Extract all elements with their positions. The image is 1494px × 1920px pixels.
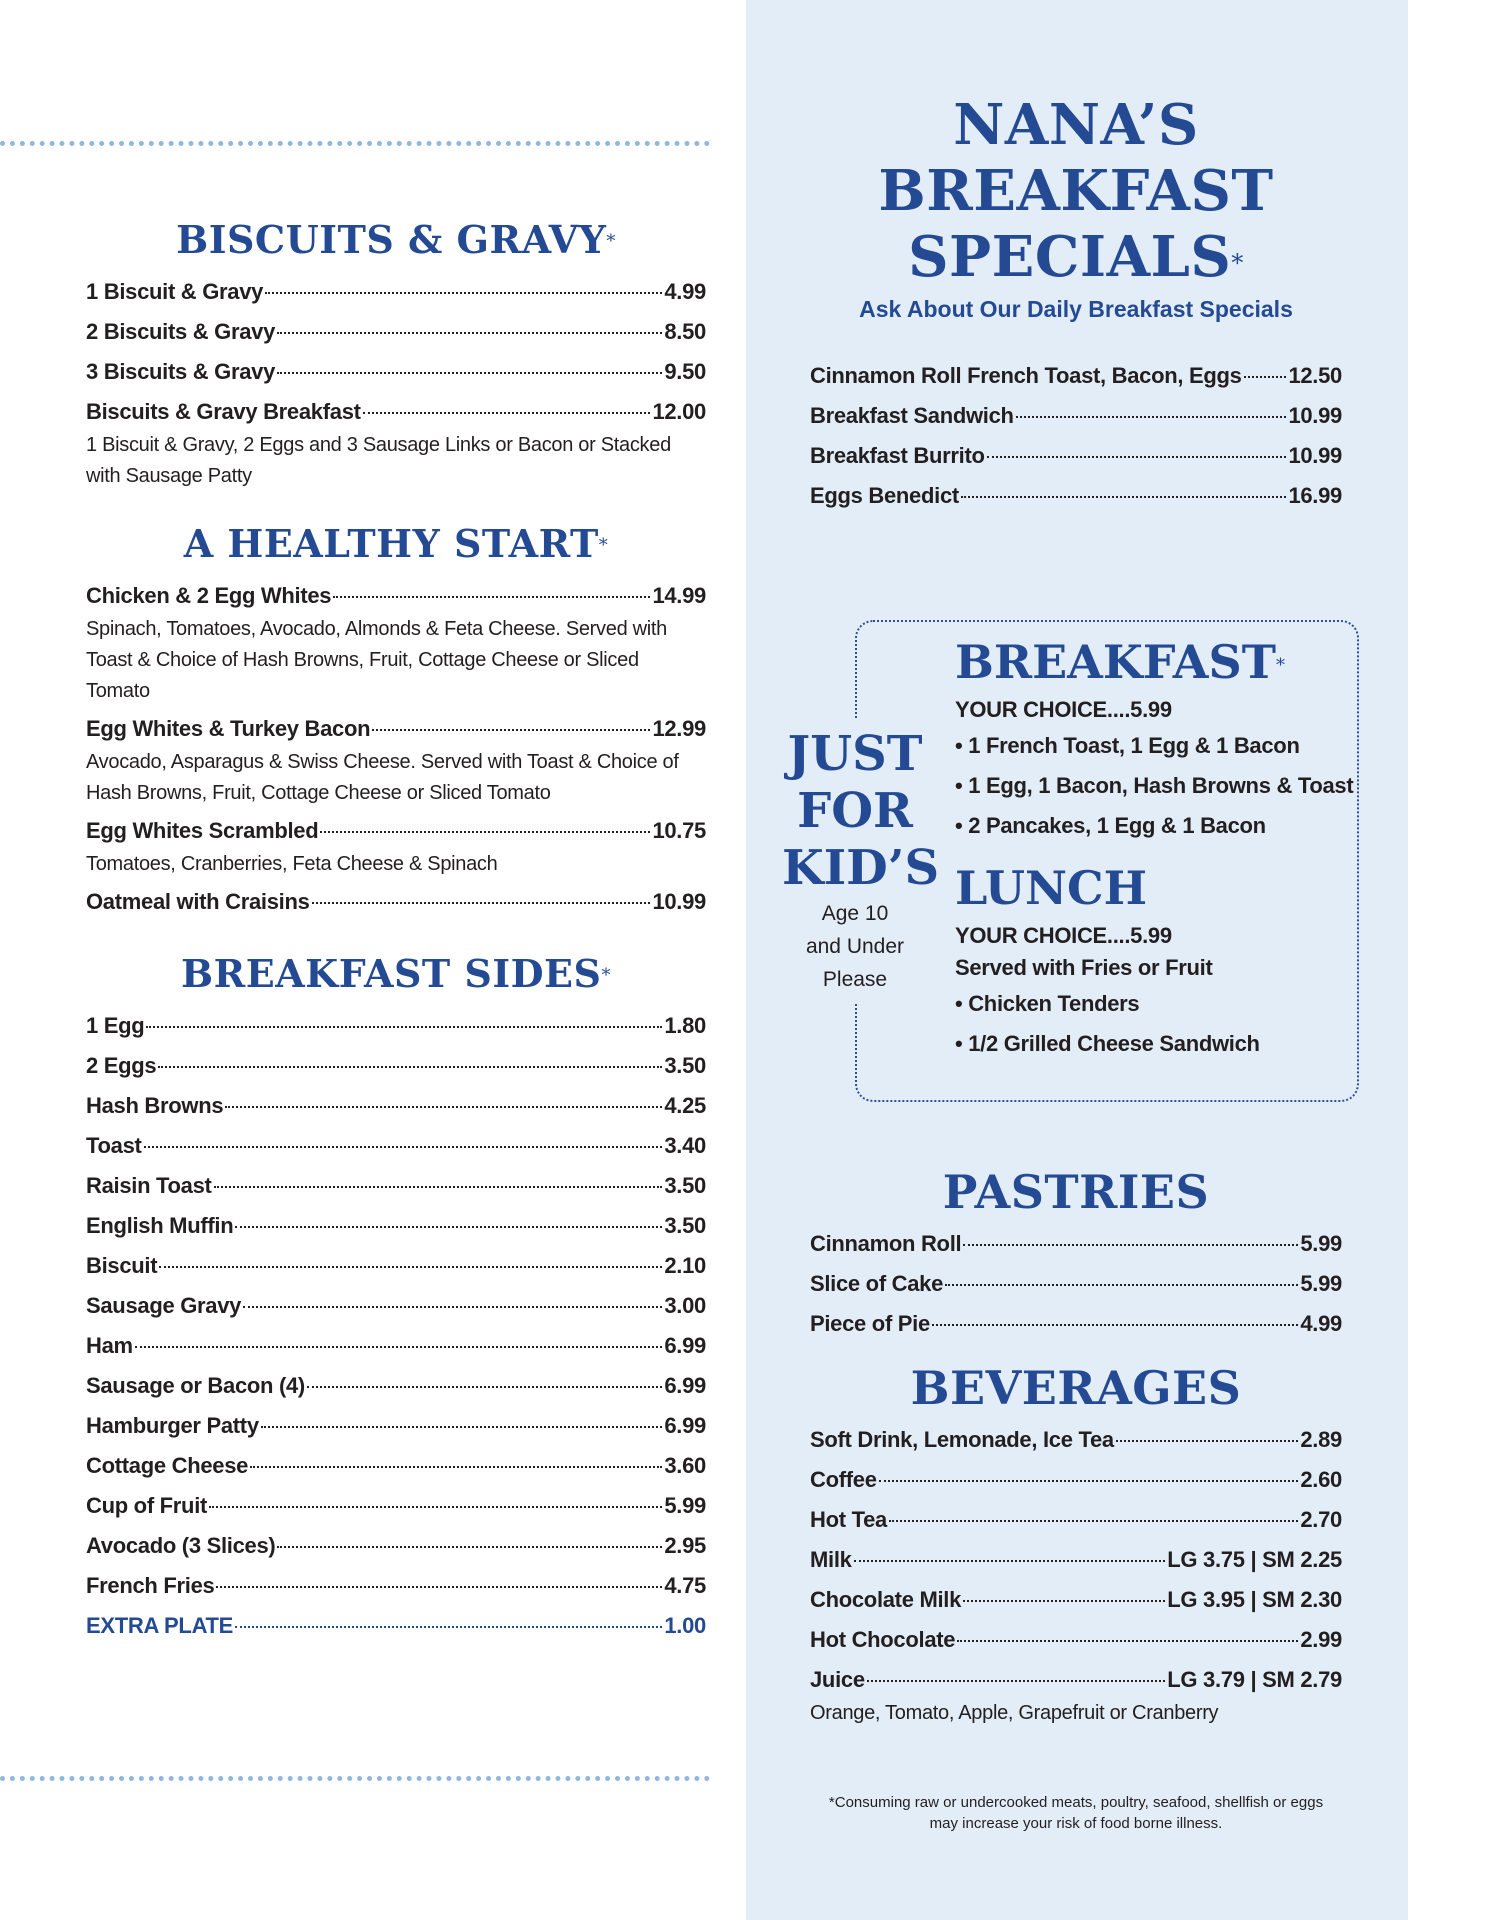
list-item: • 1 French Toast, 1 Egg & 1 Bacon <box>955 733 1300 758</box>
beverages-heading: BEVERAGES <box>910 1361 1242 1415</box>
list-item: • 1/2 Grilled Cheese Sandwich <box>955 1031 1260 1056</box>
top-dotted-divider <box>0 141 710 146</box>
menu-item: 1 Biscuit & Gravy 4.99 <box>86 279 706 304</box>
menu-item: Hash Browns 4.25 <box>86 1093 706 1118</box>
menu-item: Hot Chocolate 2.99 <box>810 1627 1342 1652</box>
menu-item: Cinnamon Roll French Toast, Bacon, Eggs 12.50 <box>810 363 1342 388</box>
menu-item: Cup of Fruit 5.99 <box>86 1493 706 1518</box>
kids-breakfast-heading: BREAKFAST* <box>955 635 1285 689</box>
menu-item: 2 Eggs 3.50 <box>86 1053 706 1078</box>
biscuits-heading: BISCUITS & GRAVY* <box>176 217 616 262</box>
kids-lunch-note: Served with Fries or Fruit <box>955 955 1213 980</box>
item-description: Tomatoes, Cranberries, Feta Cheese & Spinach <box>86 853 498 875</box>
menu-item: Chocolate Milk LG 3.95 | SM 2.30 <box>810 1587 1342 1612</box>
list-item: • 1 Egg, 1 Bacon, Hash Browns & Toast <box>955 773 1354 798</box>
menu-item: Sausage Gravy 3.00 <box>86 1293 706 1318</box>
item-description: Avocado, Asparagus & Swiss Cheese. Served with Toast & Choice of Hash Browns, Fruit, Cottage Cheese or Sliced Tomato <box>86 751 679 804</box>
left-column <box>86 214 706 1646</box>
menu-item: Milk LG 3.75 | SM 2.25 <box>810 1547 1342 1572</box>
healthy-section <box>86 518 706 922</box>
menu-item: Hot Tea 2.70 <box>810 1507 1342 1532</box>
specials-list <box>810 356 1342 516</box>
list-item: • Chicken Tenders <box>955 991 1140 1016</box>
kids-lunch-heading: LUNCH <box>955 861 1148 915</box>
menu-item: Biscuits & Gravy Breakfast 12.00 <box>86 399 706 424</box>
extra-plate-item: EXTRA PLATE 1.00 <box>86 1613 706 1638</box>
menu-item: Biscuit 2.10 <box>86 1253 706 1278</box>
menu-item: Cinnamon Roll 5.99 <box>810 1231 1342 1256</box>
specials-title: NANA’S BREAKFAST SPECIALS* <box>878 92 1274 290</box>
menu-item: 3 Biscuits & Gravy 9.50 <box>86 359 706 384</box>
item-description: Orange, Tomato, Apple, Grapefruit or Cranberry <box>810 1702 1219 1724</box>
menu-item: Ham 6.99 <box>86 1333 706 1358</box>
menu-item: 1 Egg 1.80 <box>86 1013 706 1038</box>
beverages-section <box>810 1356 1342 1731</box>
item-description: Spinach, Tomatoes, Avocado, Almonds & Feta Cheese. Served with Toast & Choice of Hash Browns, Fruit, Cottage Cheese or Sliced Tomato <box>86 618 668 702</box>
menu-item: Slice of Cake 5.99 <box>810 1271 1342 1296</box>
sides-heading: BREAKFAST SIDES* <box>181 951 611 996</box>
menu-item: Cottage Cheese 3.60 <box>86 1453 706 1478</box>
kids-breakfast-choice: YOUR CHOICE....5.99 <box>955 697 1172 722</box>
kids-menu-content <box>955 630 1354 1064</box>
menu-item: Sausage or Bacon (4) 6.99 <box>86 1373 706 1398</box>
menu-item: Coffee 2.60 <box>810 1467 1342 1492</box>
menu-item: Eggs Benedict 16.99 <box>810 483 1342 508</box>
menu-item: 2 Biscuits & Gravy 8.50 <box>86 319 706 344</box>
list-item: • 2 Pancakes, 1 Egg & 1 Bacon <box>955 813 1266 838</box>
menu-item: Piece of Pie 4.99 <box>810 1311 1342 1336</box>
menu-item: Hamburger Patty 6.99 <box>86 1413 706 1438</box>
item-description: 1 Biscuit & Gravy, 2 Eggs and 3 Sausage Links or Bacon or Stacked with Sausage Patty <box>86 434 671 487</box>
menu-item: Avocado (3 Slices) 2.95 <box>86 1533 706 1558</box>
menu-item: Toast 3.40 <box>86 1133 706 1158</box>
menu-item: Egg Whites Scrambled 10.75 <box>86 818 706 843</box>
specials-subtitle: Ask About Our Daily Breakfast Specials <box>859 296 1293 322</box>
pastries-section <box>810 1160 1342 1344</box>
menu-item: Soft Drink, Lemonade, Ice Tea 2.89 <box>810 1427 1342 1452</box>
menu-item: Chicken & 2 Egg Whites 14.99 <box>86 583 706 608</box>
food-safety-footnote: *Consuming raw or undercooked meats, poultry, seafood, shellfish or eggs may increase your risk of food borne illness. <box>828 1794 1324 1832</box>
bottom-dotted-divider <box>0 1776 710 1781</box>
menu-item: Juice LG 3.79 | SM 2.79 <box>810 1667 1342 1692</box>
menu-item: Breakfast Sandwich 10.99 <box>810 403 1342 428</box>
healthy-heading: A HEALTHY START* <box>183 521 609 566</box>
menu-item: Egg Whites & Turkey Bacon 12.99 <box>86 716 706 741</box>
pastries-heading: PASTRIES <box>942 1165 1210 1219</box>
menu-item: Oatmeal with Craisins 10.99 <box>86 889 706 914</box>
kids-label: JUST FOR KID’S Age 10 and Under Please <box>782 720 928 1002</box>
menu-item: English Muffin 3.50 <box>86 1213 706 1238</box>
sides-section <box>86 948 706 1646</box>
kids-lunch-choice: YOUR CHOICE....5.99 <box>955 923 1172 948</box>
biscuits-section <box>86 214 706 492</box>
menu-item: Breakfast Burrito 10.99 <box>810 443 1342 468</box>
menu-item: French Fries 4.75 <box>86 1573 706 1598</box>
menu-item: Raisin Toast 3.50 <box>86 1173 706 1198</box>
